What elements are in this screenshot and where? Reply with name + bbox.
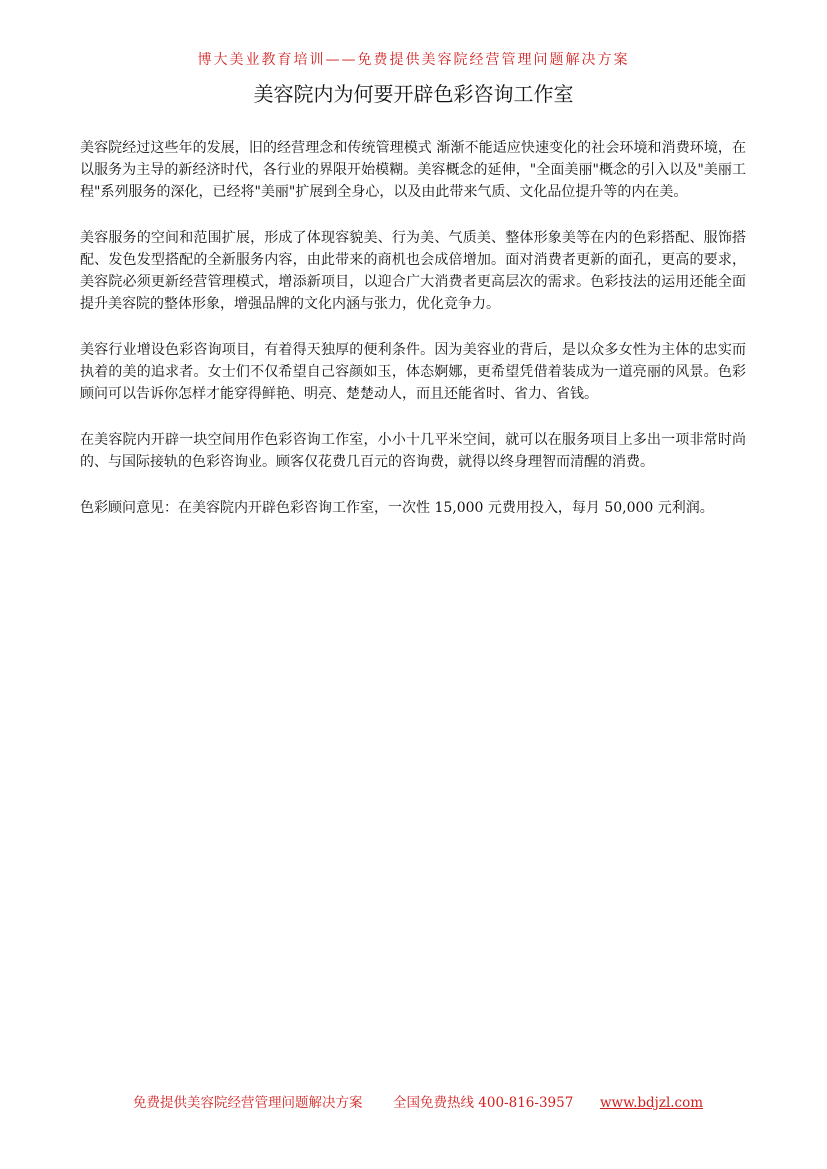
paragraph-5: 色彩顾问意见：在美容院内开辟色彩咨询工作室，一次性 15,000 元费用投入，每月 50,000 元利润。	[80, 500, 714, 516]
page-title: 美容院内为何要开辟色彩咨询工作室	[253, 82, 574, 106]
paragraph-1: 美容院经过这些年的发展，旧的经营理念和传统管理模式 渐渐不能适应快速变化的社会环境和消费环境，在以服务为主导的新经济时代，各行业的界限开始模糊。美容概念的延伸，"全面美丽"概念的引入以及"美丽工程"系列服务的深化，已经将"美丽"扩展到全身心，以及由此带来气质、文化品位提升等的内在美。	[80, 140, 746, 200]
footer-hotline: 全国免费热线 400-816-3957	[393, 1095, 574, 1111]
paragraph-4: 在美容院内开辟一块空间用作色彩咨询工作室，小小十几平米空间，就可以在服务项目上多出一项非常时尚的、与国际接轨的色彩咨询业。顾客仅花费几百元的咨询费，就得以终身理智而清醒的消费。	[80, 432, 746, 470]
footer-website-link[interactable]: www.bdjzl.com	[600, 1095, 704, 1111]
paragraph-3: 美容行业增设色彩咨询项目，有着得天独厚的便利条件。因为美容业的背后，是以众多女性为主体的忠实而执着的美的追求者。女士们不仅希望自己容颜如玉，体态婀娜，更希望凭借着装成为一道亮丽的风景。色彩顾问可以告诉你怎样才能穿得鲜艳、明亮、楚楚动人，而且还能省时、省力、省钱。	[80, 342, 746, 402]
header-banner: 博大美业教育培训——免费提供美容院经营管理问题解决方案	[197, 52, 630, 68]
paragraph-2: 美容服务的空间和范围扩展，形成了体现容貌美、行为美、气质美、整体形象美等在内的色彩搭配、服饰搭配、发色发型搭配的全新服务内容，由此带来的商机也会成倍增加。面对消费者更新的面孔，更高的要求，美容院必须更新经营管理模式，增添新项目，以迎合广大消费者更高层次的需求。色彩技法的运用还能全面提升美容院的整体形象，增强品牌的文化内涵与张力，优化竞争力。	[80, 230, 746, 312]
page-footer	[0, 1093, 827, 1113]
footer-slogan: 免费提供美容院经营管理问题解决方案	[133, 1095, 363, 1111]
document-body	[80, 137, 746, 543]
